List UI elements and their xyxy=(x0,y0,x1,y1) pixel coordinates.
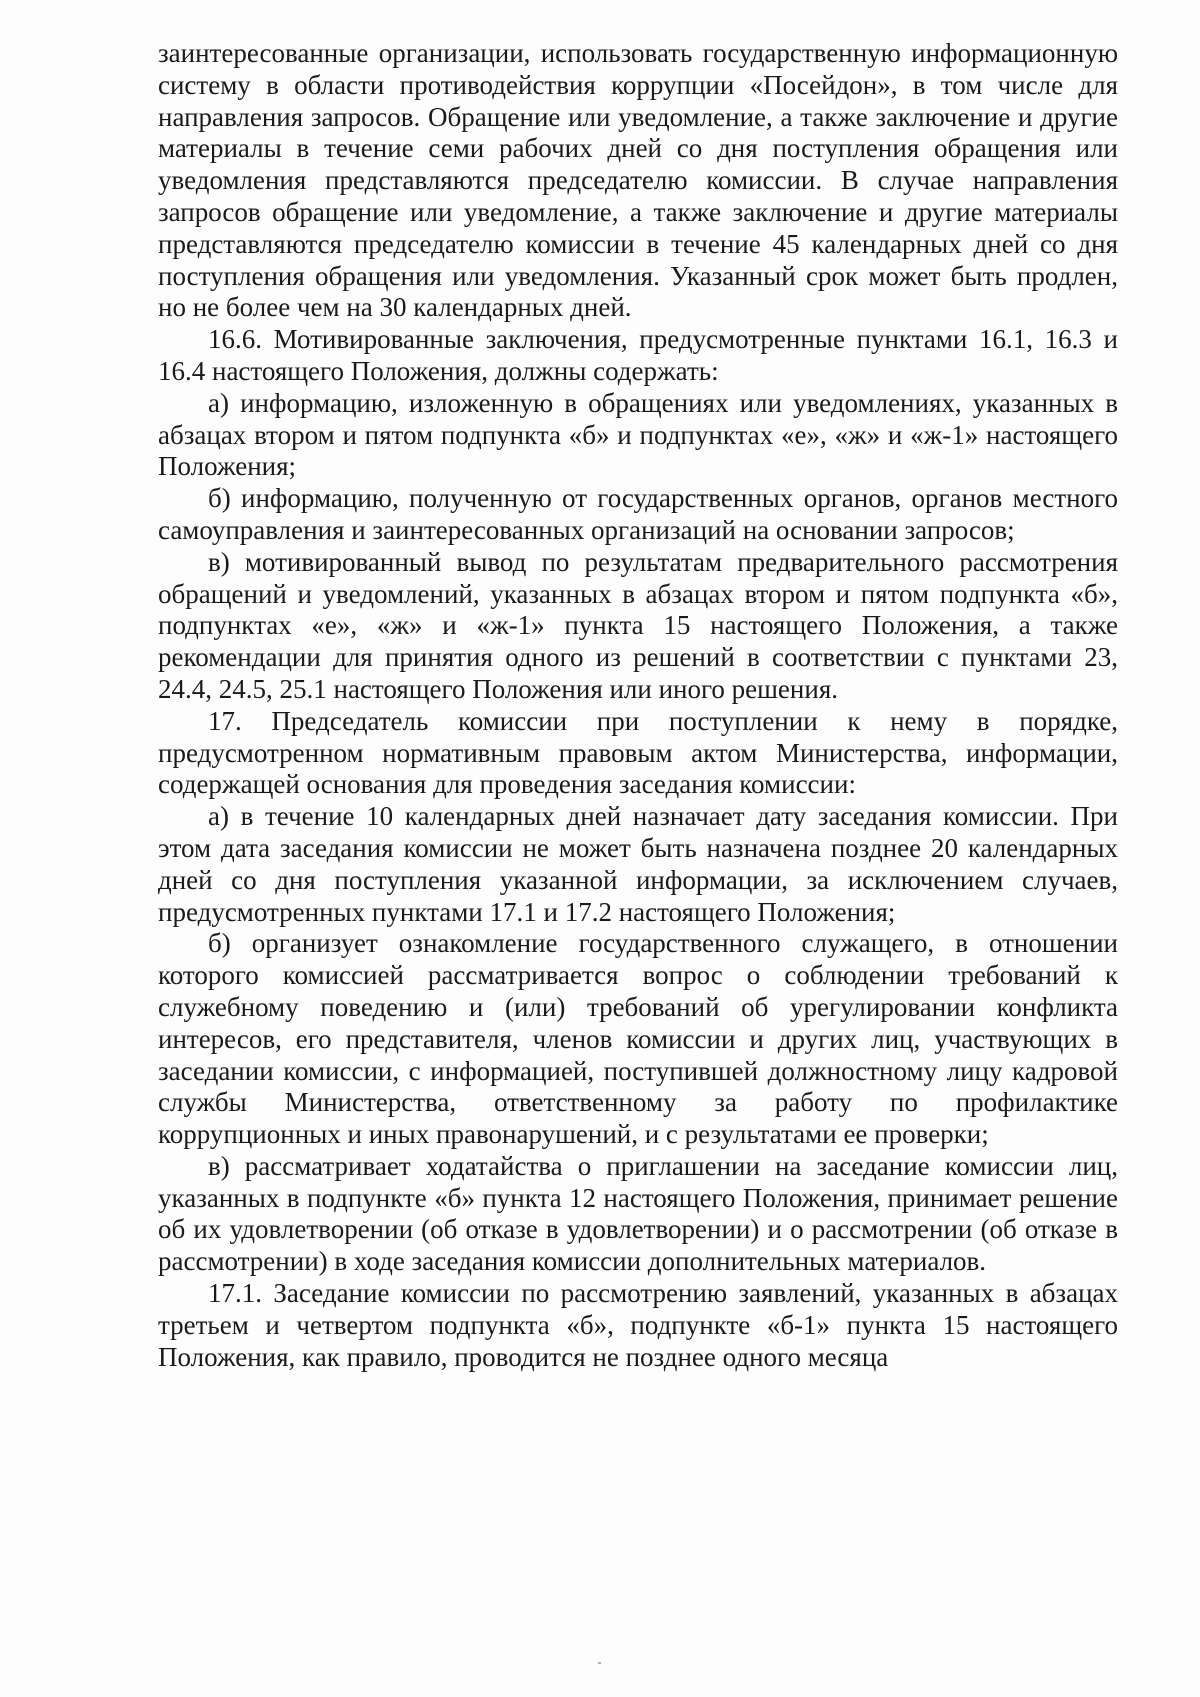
document-body xyxy=(158,38,1118,1373)
paragraph-16-6: 16.6. Мотивированные заключения, предусмотренные пунктами 16.1, 16.3 и 16.4 настоящего Положения, должны содержать: xyxy=(158,324,1118,386)
paragraph-continuation: заинтересованные организации, использовать государственную информационную систему в области противодействия коррупции «Посейдон», в том числе для направления запросов. Обращение или уведомление, а также заключение и другие материалы в течение семи рабочих дней со дня поступления обращения или уведомления представляются председателю комиссии. В случае направления запросов обращение или уведомление, а также заключение и другие материалы представляются председателю комиссии в течение 45 календарных дней со дня поступления обращения или уведомления. Указанный срок может быть продлен, но не более чем на 30 календарных дней. xyxy=(158,38,1118,323)
scan-speck xyxy=(598,1662,601,1664)
paragraph-16-6-a: а) информацию, изложенную в обращениях или уведомлениях, указанных в абзацах втором и пятом подпункта «б» и подпунктах «е», «ж» и «ж-1» настоящего Положения; xyxy=(158,387,1118,482)
paragraph-17: 17. Председатель комиссии при поступлении к нему в порядке, предусмотренном нормативным правовым актом Министерства, информации, содержащей основания для проведения заседания комиссии: xyxy=(158,705,1118,800)
paragraph-17-b: б) организует ознакомление государственного служащего, в отношении которого комиссией рассматривается вопрос о соблюдении требований к служебному поведению и (или) требований об урегулировании конфликта интересов, его представителя, членов комиссии и других лиц, участвующих в заседании комиссии, с информацией, поступившей должностному лицу кадровой службы Министерства, ответственному за работу по профилактике коррупционных и иных правонарушений, и с результатами ее проверки; xyxy=(158,928,1118,1150)
paragraph-17-1: 17.1. Заседание комиссии по рассмотрению заявлений, указанных в абзацах третьем и четвертом подпункта «б», подпункте «б-1» пункта 15 настоящего Положения, как правило, проводится не позднее одного месяца xyxy=(158,1278,1118,1372)
paragraph-17-v: в) рассматривает ходатайства о приглашении на заседание комиссии лиц, указанных в подпункте «б» пункта 12 настоящего Положения, принимает решение об их удовлетворении (об отказе в удовлетворении) и о рассмотрении (об отказе в рассмотрении) в ходе заседания комиссии дополнительных материалов. xyxy=(158,1150,1118,1277)
paragraph-16-6-b: б) информацию, полученную от государственных органов, органов местного самоуправления и заинтересованных организаций на основании запросов; xyxy=(158,483,1118,545)
paragraph-17-a: а) в течение 10 календарных дней назначает дату заседания комиссии. При этом дата заседания комиссии не может быть назначена позднее 20 календарных дней со дня поступления указанной информации, за исключением случаев, предусмотренных пунктами 17.1 и 17.2 настоящего Положения; xyxy=(158,801,1118,927)
paragraph-16-6-v: в) мотивированный вывод по результатам предварительного рассмотрения обращений и уведомлений, указанных в абзацах втором и пятом подпункта «б», подпунктах «е», «ж» и «ж-1» пункта 15 настоящего Положения, а также рекомендации для принятия одного из решений в соответствии с пунктами 23, 24.4, 24.5, 25.1 настоящего Положения или иного решения. xyxy=(158,546,1118,704)
